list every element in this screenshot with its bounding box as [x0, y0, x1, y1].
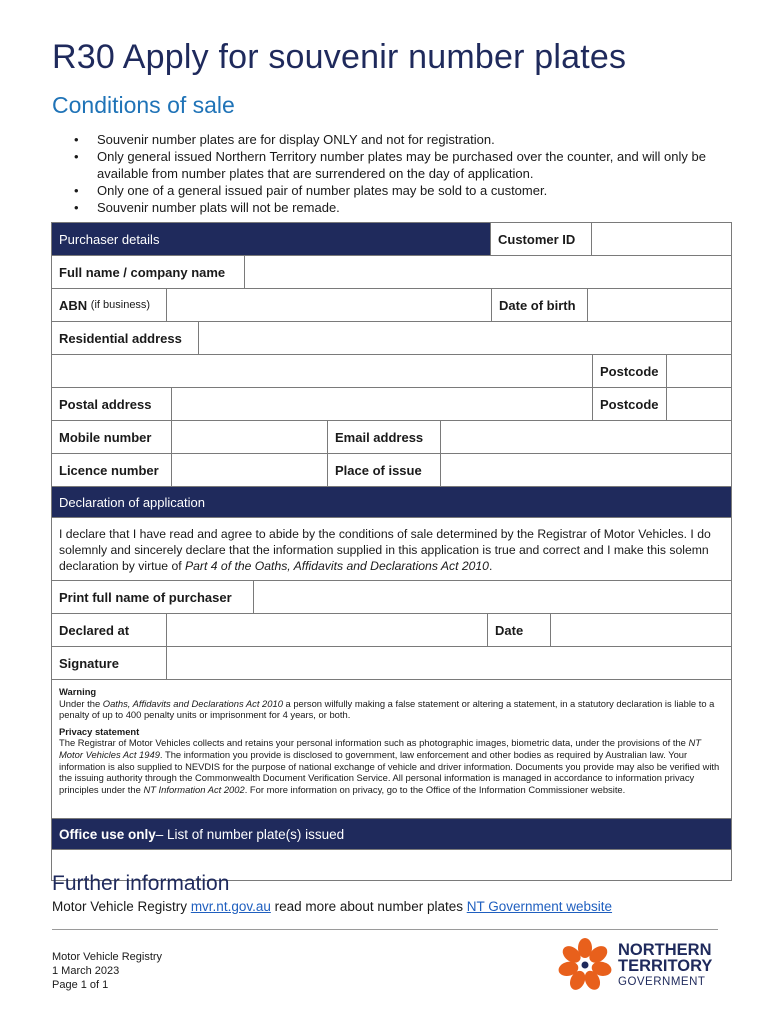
footer	[52, 950, 162, 992]
declared-at-row	[52, 614, 731, 647]
warning-paragraph	[59, 686, 724, 721]
declaration-text-row	[52, 518, 731, 581]
application-form	[51, 222, 732, 881]
further-heading: Further information	[52, 872, 230, 895]
email-label: Email address	[328, 421, 441, 453]
postal-postcode-label: Postcode	[593, 388, 667, 420]
customer-id-label: Customer ID	[491, 223, 592, 255]
office-heading-bold: Office use only	[59, 826, 156, 842]
office-heading	[52, 819, 731, 849]
logo-line2: TERRITORY	[618, 957, 713, 975]
conditions-heading: Conditions of sale	[52, 92, 235, 118]
dob-label: Date of birth	[492, 289, 588, 321]
full-name-field[interactable]	[245, 256, 731, 288]
mobile-field[interactable]	[172, 421, 328, 453]
privacy-heading: Privacy statement	[59, 725, 140, 737]
print-name-field[interactable]	[254, 581, 731, 613]
residential-postcode-row	[52, 355, 731, 388]
list-item: • Only one of a general issued pair of number plates may be sold to a customer.	[52, 182, 732, 199]
privacy-act2: NT Information Act 2002	[143, 783, 245, 795]
declaration-header-row	[52, 487, 731, 518]
signature-field[interactable]	[167, 647, 731, 679]
declared-at-label: Declared at	[52, 614, 167, 646]
nt-government-link[interactable]: NT Government website	[466, 899, 613, 914]
licence-field[interactable]	[172, 454, 328, 486]
privacy-act1: NT Motor Vehicles Act 1949	[59, 737, 701, 760]
declaration-act: Part 4 of the Oaths, Affidavits and Declarations Act 2010	[185, 559, 489, 573]
postal-label: Postal address	[52, 388, 172, 420]
warning-act: Oaths, Affidavits and Declarations Act 2010	[102, 697, 283, 709]
further-text2: read more about number plates	[270, 899, 467, 914]
licence-row	[52, 454, 731, 487]
mobile-row	[52, 421, 731, 454]
footer-registry: Motor Vehicle Registry	[52, 951, 163, 963]
privacy-p2: . The information you provide is disclosed to government, law enforcement and other bodies as required by Australian law. Your information is also supplied to NEVDIS for the purpose of national exchange of vehicle and driver information. Documents you provide may also be verified with the issuing authority through the Commonwealth Document Verification Service. All personal information is managed in accordance to information privacy principles under the	[59, 748, 720, 795]
mvr-link[interactable]: mvr.nt.gov.au	[190, 899, 271, 914]
office-heading-rest: – List of number plate(s) issued	[155, 826, 345, 842]
postal-row	[52, 388, 731, 421]
postal-postcode-field[interactable]	[667, 388, 731, 420]
footer-page: Page 1 of 1	[52, 979, 109, 991]
privacy-paragraph	[59, 726, 724, 796]
abn-field[interactable]	[167, 289, 492, 321]
list-item: • Souvenir number plats will not be remade.	[52, 199, 732, 216]
logo-line3: GOVERNMENT	[618, 976, 706, 988]
conditions-list	[52, 131, 732, 216]
declaration-period: .	[488, 559, 493, 573]
full-name-row	[52, 256, 731, 289]
signature-row	[52, 647, 731, 680]
print-name-row	[52, 581, 731, 614]
warning-pre: Under the	[59, 697, 103, 709]
residential-label: Residential address	[52, 322, 199, 354]
residential-postcode-field[interactable]	[667, 355, 731, 387]
licence-label: Licence number	[52, 454, 172, 486]
page-title: R30 Apply for souvenir number plates	[52, 38, 627, 76]
postcode-label: Postcode	[593, 355, 667, 387]
privacy-p3: . For more information on privacy, go to the Office of the Information Commissioner website.	[244, 783, 626, 795]
customer-id-field[interactable]	[592, 223, 731, 255]
further-text	[52, 899, 612, 914]
list-item: • Souvenir number plates are for display ONLY and not for registration.	[52, 131, 732, 148]
mobile-label: Mobile number	[52, 421, 172, 453]
purchaser-header-row	[52, 223, 731, 256]
warning-heading: Warning	[59, 686, 97, 697]
declared-at-field[interactable]	[167, 614, 488, 646]
abn-row	[52, 289, 731, 322]
logo-text	[618, 942, 712, 990]
notice-row	[52, 680, 731, 819]
purchaser-heading: Purchaser details	[52, 223, 491, 255]
print-name-label: Print full name of purchaser	[52, 581, 254, 613]
dob-field[interactable]	[588, 289, 731, 321]
divider	[52, 929, 718, 930]
declaration-text-main: I declare that I have read and agree to abide by the conditions of sale determined by the Registrar of Motor Vehicles. I do solemnly and sincerely declare that the information supplied in this application is true and correct and I make this solemn declaration by virtue of	[59, 527, 711, 573]
abn-label-text: ABN	[59, 297, 88, 313]
office-header-row	[52, 819, 731, 850]
logo-line1: NORTHERN	[618, 941, 712, 959]
warning-post: a person wilfully making a false statement or altering a statement, in a statutory declaration is liable to a penalty of up to 400 penalty units or imprisonment for 4 years, or both.	[59, 697, 715, 721]
date-field[interactable]	[551, 614, 731, 646]
signature-label: Signature	[52, 647, 167, 679]
date-label: Date	[488, 614, 551, 646]
residential-field-line2[interactable]	[52, 355, 593, 387]
footer-date: 1 March 2023	[52, 965, 120, 977]
further-text1: Motor Vehicle Registry	[52, 899, 191, 914]
notice-text	[52, 680, 731, 818]
abn-label	[52, 289, 167, 321]
full-name-label: Full name / company name	[52, 256, 245, 288]
email-field[interactable]	[441, 421, 731, 453]
place-of-issue-field[interactable]	[441, 454, 731, 486]
list-item: • Only general issued Northern Territory number plates may be purchased over the counter, and will only be available from number plates that are surrendered on the day of application.	[52, 148, 732, 182]
declaration-heading: Declaration of application	[59, 494, 205, 510]
postal-field[interactable]	[172, 388, 593, 420]
place-of-issue-label: Place of issue	[328, 454, 441, 486]
residential-row	[52, 322, 731, 355]
abn-note: (if business)	[90, 299, 151, 311]
residential-field[interactable]	[199, 322, 731, 354]
privacy-p1: The Registrar of Motor Vehicles collects and retains your personal information such as photographic images, biometric data, under the provisions of the	[59, 737, 689, 749]
declaration-text	[52, 518, 731, 580]
